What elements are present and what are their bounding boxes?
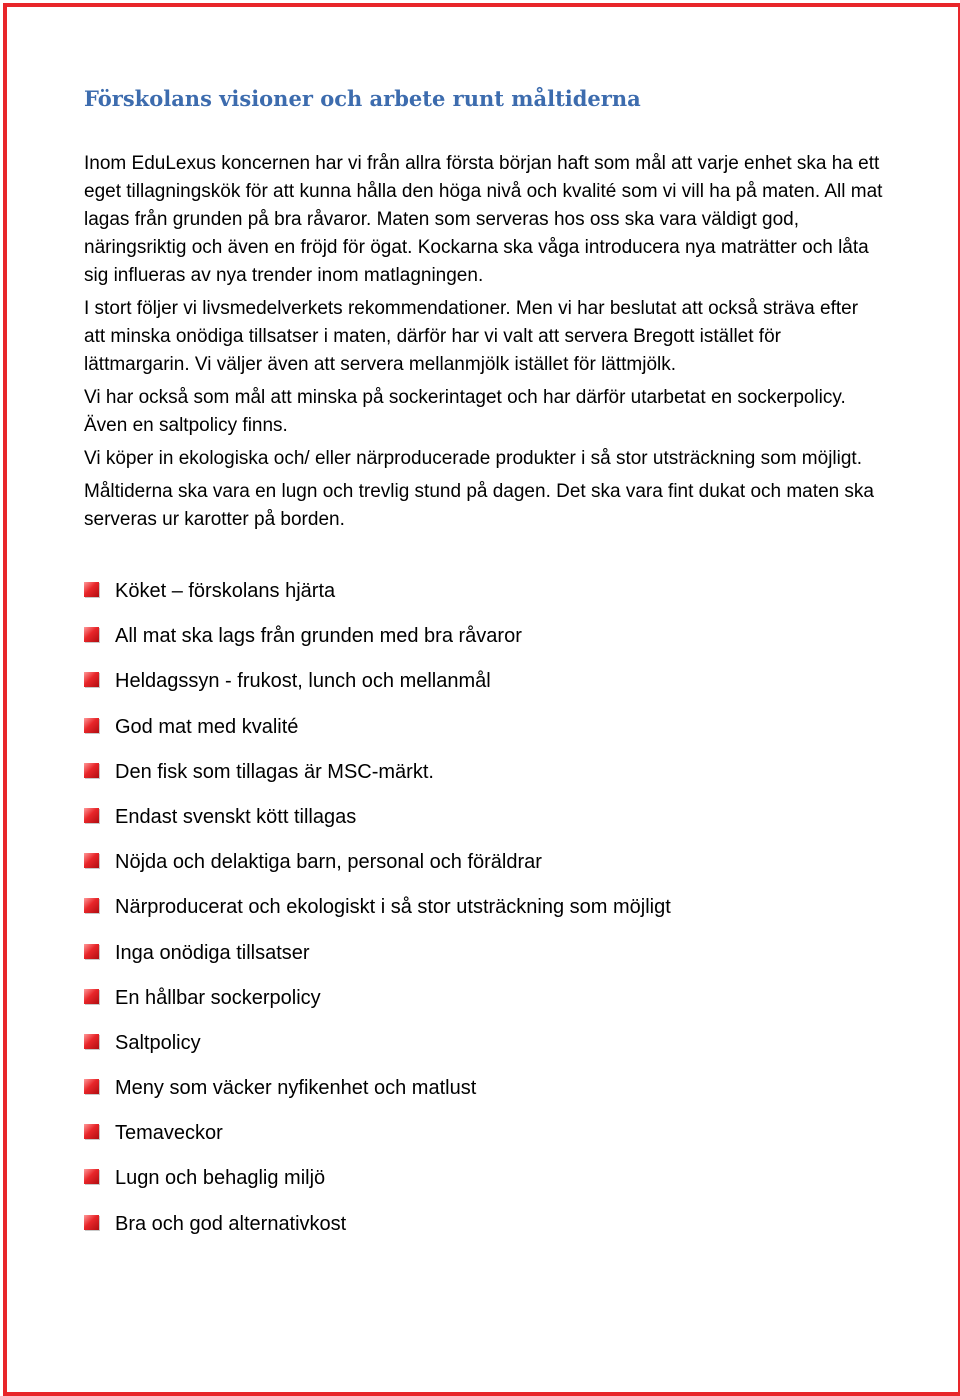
red-square-bullet-icon: [84, 1169, 99, 1184]
red-square-bullet-icon: [84, 1124, 99, 1139]
list-item: [84, 894, 884, 939]
list-item: [84, 849, 884, 894]
paragraph-mealtimes: Måltiderna ska vara en lugn och trevlig stund på dagen. Det ska vara fint dukat och maten ska serveras ur karotter på borden.: [84, 481, 875, 530]
list-item-text: Saltpolicy: [115, 1031, 201, 1054]
document-body: [84, 84, 884, 1256]
list-item-text: Inga onödiga tillsatser: [115, 941, 310, 964]
list-item-text: All mat ska lags från grunden med bra råvaror: [115, 625, 522, 648]
list-item: [84, 578, 884, 623]
red-square-bullet-icon: [84, 672, 99, 687]
list-item-text: En hållbar sockerpolicy: [115, 986, 321, 1009]
paragraph-recommendations: I stort följer vi livsmedelverkets rekommendationer. Men vi har beslutat att också sträva efter att minska onödiga tillsatser i maten, därför har vi valt att servera Bregott istället för lättmargarin. Vi väljer även att servera mellanmjölk istället för lättmjölk.: [84, 298, 859, 375]
paragraph-ecological: Vi köper in ekologiska och/ eller närproducerade produkter i så stor utsträckning som möjligt.: [84, 448, 862, 469]
list-item: [84, 1075, 884, 1120]
list-item: [84, 668, 884, 713]
red-square-bullet-icon: [84, 989, 99, 1004]
paragraph-intro: Inom EduLexus koncernen har vi från allra första början haft som mål att varje enhet ska ha ett eget tillagningskök för att kunna hålla den höga nivå och kvalité som vi vill ha på maten. All mat lagas från grunden på bra råvaror. Maten som serveras hos oss ska vara väldigt god, näringsriktig och även en fröjd för ögat. Kockarna ska våga introducera nya maträtter och låta sig influeras av nya trender inom matlagningen.: [84, 153, 883, 286]
page-title: Förskolans visioner och arbete runt måltiderna: [84, 86, 641, 111]
list-item: [84, 940, 884, 985]
red-square-bullet-icon: [84, 808, 99, 823]
list-item-text: Endast svenskt kött tillagas: [115, 805, 357, 828]
red-square-bullet-icon: [84, 898, 99, 913]
list-item: [84, 623, 884, 668]
list-item: [84, 1211, 884, 1256]
red-square-bullet-icon: [84, 763, 99, 778]
list-item: [84, 1165, 884, 1210]
list-item: [84, 759, 884, 804]
red-square-bullet-icon: [84, 1215, 99, 1230]
list-item-text: Heldagssyn - frukost, lunch och mellanmål: [115, 670, 491, 693]
red-square-bullet-icon: [84, 582, 99, 597]
list-item: [84, 804, 884, 849]
list-item-text: Meny som väcker nyfikenhet och matlust: [115, 1077, 477, 1100]
list-item-text: Köket – förskolans hjärta: [115, 580, 336, 602]
paragraph-sugar-policy: Vi har också som mål att minska på sockerintaget och har därför utarbetat en sockerpolicy. Även en saltpolicy finns.: [84, 387, 846, 436]
list-item-text: God mat med kvalité: [115, 715, 299, 738]
red-square-bullet-icon: [84, 718, 99, 733]
red-square-bullet-icon: [84, 1034, 99, 1049]
list-item-text: Den fisk som tillagas är MSC-märkt.: [115, 760, 434, 783]
list-item-text: Närproducerat och ekologiskt i så stor utsträckning som möjligt: [115, 896, 671, 919]
list-item-text: Temaveckor: [115, 1122, 223, 1145]
bullet-list: [84, 578, 884, 1256]
red-square-bullet-icon: [84, 944, 99, 959]
red-square-bullet-icon: [84, 627, 99, 642]
list-item-text: Bra och god alternativkost: [115, 1212, 347, 1235]
list-item: [84, 1030, 884, 1075]
list-item: [84, 985, 884, 1030]
list-item: [84, 1120, 884, 1165]
list-item-text: Lugn och behaglig miljö: [115, 1167, 326, 1190]
list-item-text: Nöjda och delaktiga barn, personal och föräldrar: [115, 851, 542, 874]
list-item: [84, 714, 884, 759]
red-square-bullet-icon: [84, 853, 99, 868]
red-square-bullet-icon: [84, 1079, 99, 1094]
